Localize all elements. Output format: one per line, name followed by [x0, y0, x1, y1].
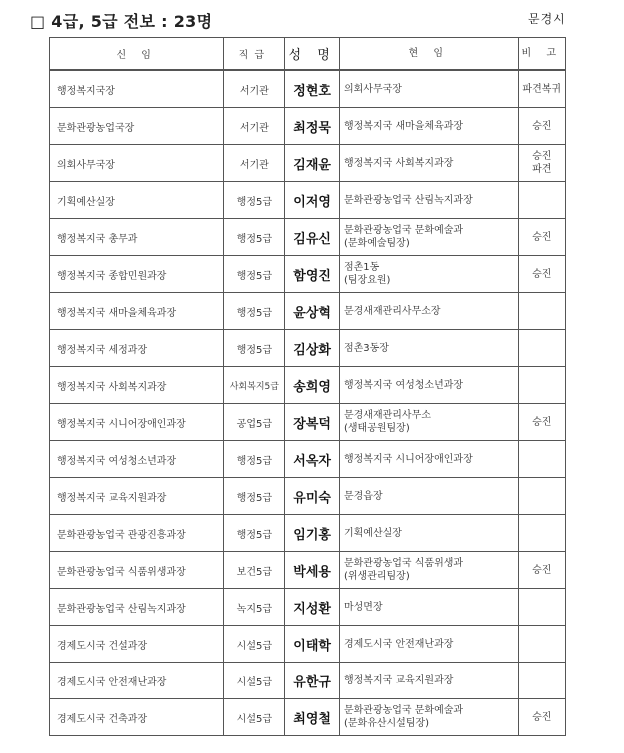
current-position-cell-line1: 점촌3동장 [343, 342, 389, 354]
note-cell [518, 404, 566, 441]
grade-cell-line1: 사회복지5급 [229, 381, 279, 392]
current-position-cell [339, 515, 518, 552]
new-position-cell [50, 293, 224, 330]
new-position-cell-line1: 행정복지국 사회복지과장 [57, 381, 167, 393]
note-cell [518, 108, 566, 145]
name-cell-line1: 지성환 [293, 601, 331, 617]
new-position-cell [50, 145, 224, 182]
new-position-cell-line1: 경제도시국 안전재난과장 [57, 677, 167, 688]
new-position-cell [50, 108, 224, 145]
table-row [50, 182, 566, 219]
new-position-cell-line1: 행정복지국 총무과 [57, 233, 138, 245]
current-position-cell [339, 108, 518, 145]
note-cell [518, 699, 566, 736]
current-position-cell [339, 219, 518, 256]
note-cell-line2: 파견 [532, 164, 552, 175]
current-position-cell-line1: 문경새재관리사무소장 [343, 305, 441, 317]
current-position-cell-line1: 문경읍장 [343, 490, 383, 502]
current-position-cell [339, 699, 518, 736]
current-position-cell-line1: 의회사무국장 [343, 83, 402, 95]
current-position-cell-line1: 경제도시국 안전재난과장 [343, 638, 454, 650]
note-cell [518, 293, 566, 330]
grade-cell [224, 663, 285, 699]
new-position-cell [50, 219, 224, 256]
new-position-cell [50, 663, 224, 699]
name-cell [285, 515, 340, 552]
header-note: 비 고 [518, 38, 566, 71]
note-cell-line1: 승진 [532, 268, 552, 280]
table-row [50, 145, 566, 182]
current-position-cell [339, 478, 518, 515]
current-position-cell-line2: (생태공원팀장) [343, 423, 410, 434]
table-row [50, 108, 566, 145]
grade-cell [224, 478, 285, 515]
table-row [50, 70, 566, 108]
current-position-cell-line2: (위생관리팀장) [343, 571, 410, 582]
grade-cell [224, 626, 285, 663]
new-position-cell [50, 552, 224, 589]
name-cell [285, 441, 340, 478]
grade-cell-line1: 행정5급 [236, 344, 273, 356]
new-position-cell-line1: 행정복지국 종합민원과장 [57, 270, 167, 282]
name-cell [285, 589, 340, 626]
new-position-cell [50, 626, 224, 663]
current-position-cell-line1: 문화관광농업국 식품위생과 [343, 558, 464, 569]
table-row [50, 663, 566, 699]
current-position-cell [339, 293, 518, 330]
current-position-cell-line1: 문화관광농업국 문화예술과 [343, 225, 464, 236]
name-cell [285, 182, 340, 219]
table-row [50, 219, 566, 256]
new-position-cell-line1: 경제도시국 건축과장 [57, 713, 148, 725]
current-position-cell [339, 404, 518, 441]
table-row [50, 699, 566, 736]
current-position-cell-line1: 기획예산실장 [343, 527, 402, 539]
name-cell-line1: 임기홍 [293, 527, 331, 543]
new-position-cell-line1: 행정복지국 교육지원과장 [57, 492, 167, 504]
name-cell [285, 367, 340, 404]
table-body [50, 70, 566, 736]
new-position-cell-line1: 문화관광농업국장 [57, 122, 135, 134]
grade-cell [224, 552, 285, 589]
name-cell-line1: 김재윤 [293, 157, 331, 173]
name-cell-line1: 유한규 [293, 675, 331, 690]
grade-cell-line1: 행정5급 [236, 455, 273, 467]
grade-cell [224, 699, 285, 736]
note-cell [518, 441, 566, 478]
new-position-cell [50, 404, 224, 441]
note-cell [518, 182, 566, 219]
current-position-cell [339, 589, 518, 626]
current-position-cell-line1: 마성면장 [343, 601, 383, 613]
grade-cell-line1: 서기관 [239, 159, 269, 171]
table-row [50, 515, 566, 552]
name-cell-line1: 서옥자 [293, 453, 331, 469]
grade-cell-line1: 시설5급 [236, 677, 273, 688]
grade-cell-line1: 서기관 [239, 85, 269, 97]
current-position-cell-line1: 행정복지국 사회복지과장 [343, 157, 454, 169]
grade-cell-line1: 행정5급 [236, 307, 273, 319]
table-header-row [50, 38, 566, 71]
new-position-cell-line1: 문화관광농업국 산림녹지과장 [57, 603, 186, 615]
table-row [50, 478, 566, 515]
new-position-cell [50, 182, 224, 219]
current-position-cell [339, 70, 518, 108]
new-position-cell-line1: 행정복지국장 [57, 85, 115, 97]
name-cell [285, 626, 340, 663]
personnel-transfer-table [49, 37, 566, 736]
current-position-cell [339, 367, 518, 404]
note-cell-line1: 승진 [532, 416, 552, 428]
current-position-cell [339, 663, 518, 699]
name-cell-line1: 최영철 [293, 711, 331, 727]
table-row [50, 256, 566, 293]
note-cell [518, 589, 566, 626]
current-position-cell [339, 626, 518, 663]
name-cell [285, 219, 340, 256]
name-cell [285, 256, 340, 293]
name-cell [285, 70, 340, 108]
new-position-cell-line1: 의회사무국장 [57, 159, 115, 171]
current-position-cell-line2: (문화유산시설팀장) [343, 718, 430, 729]
new-position-cell-line1: 행정복지국 시니어장애인과장 [57, 418, 186, 430]
note-cell-line1: 파견복귀 [522, 83, 562, 95]
new-position-cell-line1: 행정복지국 세정과장 [57, 344, 148, 356]
table-row [50, 404, 566, 441]
header-name: 성 명 [285, 38, 340, 71]
grade-cell [224, 404, 285, 441]
name-cell [285, 663, 340, 699]
new-position-cell [50, 367, 224, 404]
name-cell-line1: 함영진 [293, 268, 331, 284]
header-current-position: 현 임 [339, 38, 518, 71]
note-cell [518, 626, 566, 663]
name-cell [285, 293, 340, 330]
new-position-cell [50, 515, 224, 552]
grade-cell [224, 219, 285, 256]
table-row [50, 293, 566, 330]
name-cell [285, 145, 340, 182]
name-cell-line1: 정현호 [293, 83, 331, 99]
name-cell-line1: 이태학 [293, 638, 331, 654]
table-row [50, 589, 566, 626]
current-position-cell [339, 256, 518, 293]
note-cell [518, 552, 566, 589]
new-position-cell-line1: 행정복지국 여성청소년과장 [57, 455, 177, 467]
organization-name: 문경시 [528, 12, 566, 26]
new-position-cell-line1: 경제도시국 건설과장 [57, 640, 148, 652]
table-row [50, 626, 566, 663]
note-cell [518, 663, 566, 699]
new-position-cell-line1: 문화관광농업국 관광진흥과장 [57, 529, 186, 541]
current-position-cell [339, 182, 518, 219]
current-position-cell-line1: 행정복지국 여성청소년과장 [343, 379, 464, 391]
name-cell-line1: 이저영 [293, 194, 331, 210]
grade-cell-line1: 행정5급 [236, 529, 273, 541]
note-cell-line1: 승진 [532, 151, 552, 162]
grade-cell-line1: 공업5급 [236, 418, 273, 430]
name-cell [285, 699, 340, 736]
note-cell [518, 478, 566, 515]
current-position-cell-line2: (문화예술팀장) [343, 238, 410, 249]
grade-cell [224, 145, 285, 182]
grade-cell-line1: 보건5급 [236, 566, 273, 578]
grade-cell [224, 182, 285, 219]
current-position-cell-line1: 행정복지국 시니어장애인과장 [343, 453, 473, 465]
new-position-cell [50, 70, 224, 108]
grade-cell [224, 441, 285, 478]
table-row [50, 367, 566, 404]
header-grade: 직급 [224, 38, 285, 71]
current-position-cell [339, 441, 518, 478]
grade-cell-line1: 시설5급 [236, 640, 273, 652]
current-position-cell [339, 145, 518, 182]
current-position-cell-line1: 행정복지국 교육지원과장 [343, 675, 454, 686]
note-cell-line1: 승진 [532, 231, 552, 243]
name-cell-line1: 윤상혁 [293, 305, 331, 321]
name-cell-line1: 김유신 [293, 231, 331, 247]
grade-cell-line1: 행정5급 [236, 492, 273, 504]
note-cell-line1: 승진 [532, 120, 552, 132]
current-position-cell-line2: (팀장요원) [343, 275, 391, 286]
new-position-cell [50, 699, 224, 736]
new-position-cell-line1: 문화관광농업국 식품위생과장 [57, 566, 186, 578]
name-cell [285, 404, 340, 441]
note-cell [518, 219, 566, 256]
new-position-cell [50, 478, 224, 515]
note-cell-line1: 승진 [532, 711, 552, 723]
new-position-cell-line1: 행정복지국 새마을체육과장 [57, 307, 177, 319]
new-position-cell [50, 256, 224, 293]
table-row [50, 330, 566, 367]
grade-cell [224, 515, 285, 552]
note-cell [518, 330, 566, 367]
grade-cell-line1: 서기관 [239, 122, 269, 134]
name-cell-line1: 김상화 [293, 342, 331, 358]
grade-cell-line1: 행정5급 [236, 270, 273, 282]
grade-cell-line1: 녹지5급 [236, 603, 273, 615]
name-cell-line1: 박세용 [293, 564, 331, 580]
new-position-cell [50, 589, 224, 626]
current-position-cell-line1: 문경새재관리사무소 [343, 410, 431, 421]
name-cell-line1: 송희영 [293, 379, 331, 395]
grade-cell [224, 293, 285, 330]
current-position-cell-line1: 문화관광농업국 산림녹지과장 [343, 194, 473, 206]
note-cell [518, 515, 566, 552]
current-position-cell [339, 552, 518, 589]
current-position-cell [339, 330, 518, 367]
table-row [50, 441, 566, 478]
name-cell-line1: 장복덕 [293, 416, 331, 432]
grade-cell [224, 330, 285, 367]
note-cell [518, 367, 566, 404]
note-cell [518, 70, 566, 108]
grade-cell [224, 589, 285, 626]
table-row [50, 552, 566, 589]
note-cell-line1: 승진 [532, 564, 552, 576]
name-cell-line1: 최정묵 [293, 120, 331, 136]
name-cell [285, 478, 340, 515]
grade-cell [224, 108, 285, 145]
grade-cell-line1: 행정5급 [236, 233, 273, 245]
new-position-cell [50, 441, 224, 478]
current-position-cell-line1: 점촌1동 [343, 262, 380, 273]
name-cell [285, 552, 340, 589]
name-cell-line1: 유미숙 [293, 490, 331, 506]
new-position-cell-line1: 기획예산실장 [57, 196, 115, 208]
current-position-cell-line1: 문화관광농업국 문화예술과 [343, 705, 464, 716]
document-title: □ 4급, 5급 전보 : 23명 [30, 12, 213, 31]
grade-cell [224, 367, 285, 404]
current-position-cell-line1: 행정복지국 새마을체육과장 [343, 120, 464, 132]
header-new-position: 신 임 [50, 38, 224, 71]
name-cell [285, 108, 340, 145]
grade-cell-line1: 행정5급 [236, 196, 273, 208]
grade-cell [224, 256, 285, 293]
name-cell [285, 330, 340, 367]
grade-cell-line1: 시설5급 [236, 713, 273, 725]
new-position-cell [50, 330, 224, 367]
note-cell [518, 256, 566, 293]
note-cell [518, 145, 566, 182]
grade-cell [224, 70, 285, 108]
